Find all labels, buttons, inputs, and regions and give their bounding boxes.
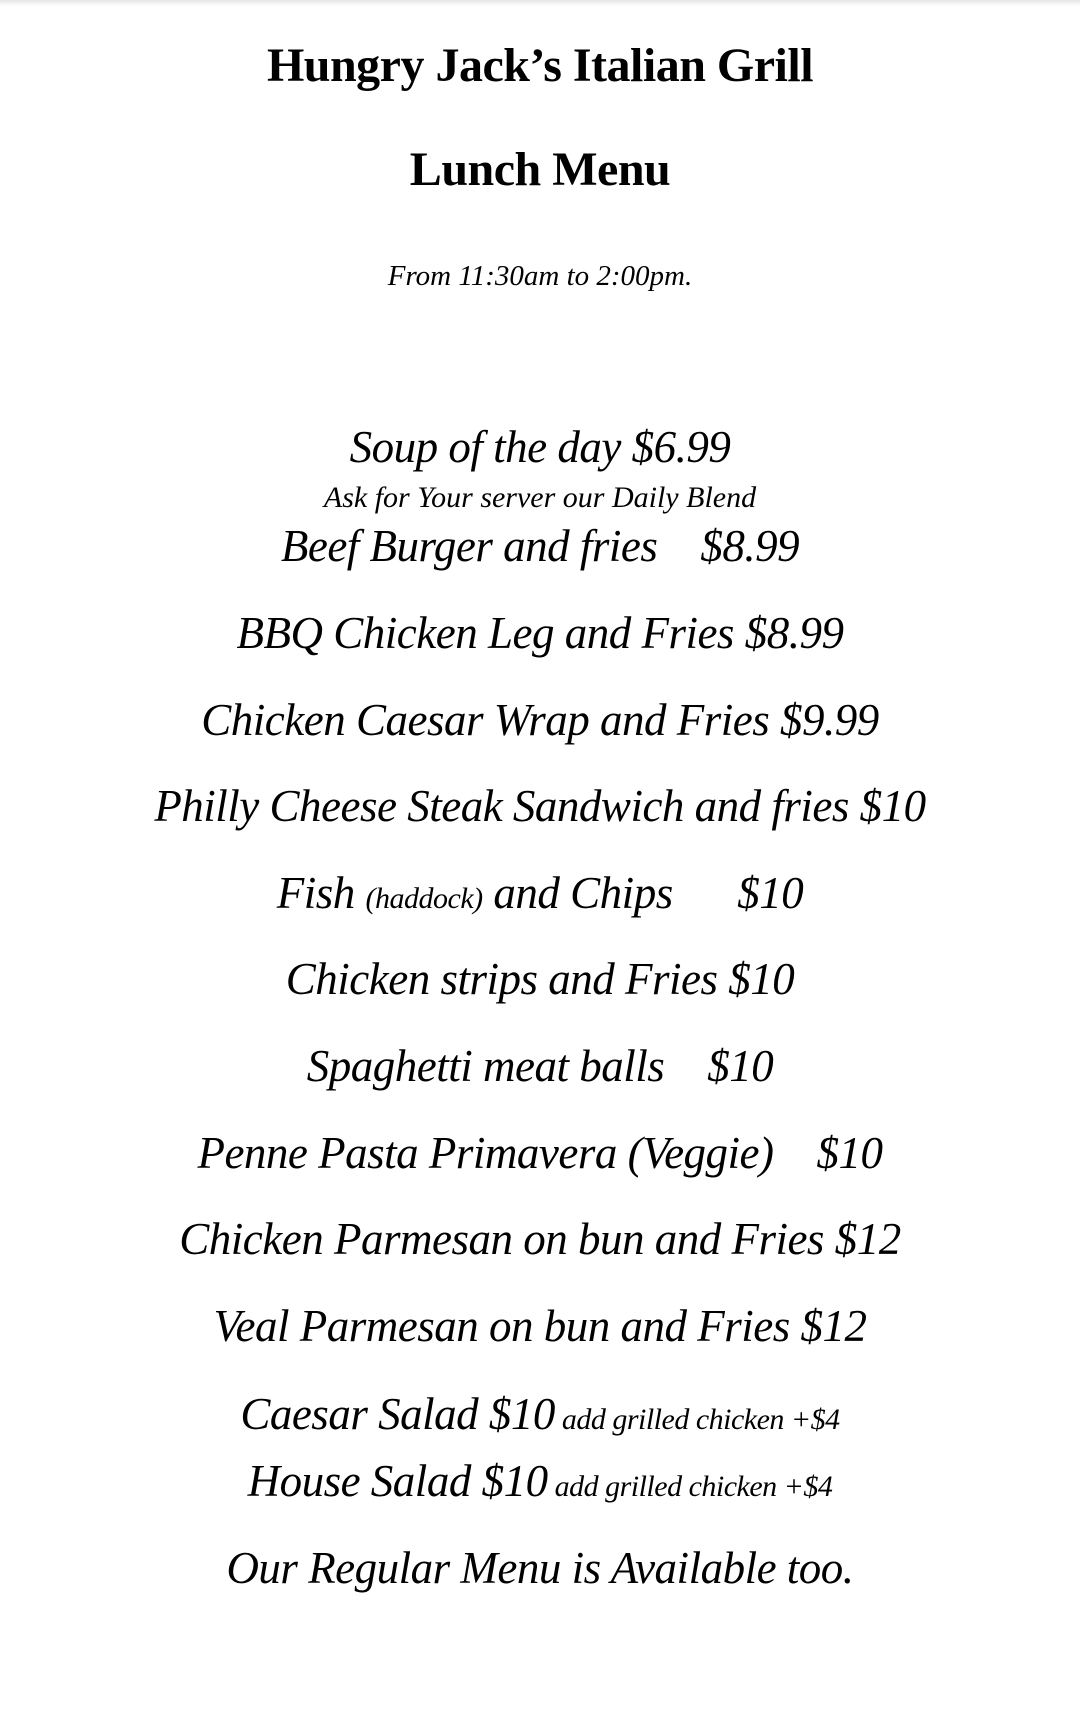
menu-item-caesar-salad [0, 1389, 1080, 1439]
menu-hours: From 11:30am to 2:00pm. [387, 260, 693, 292]
menu-title: Lunch Menu [409, 143, 671, 196]
menu-item-fish [0, 868, 1080, 918]
menu-item: Spaghetti meat balls $10 [306, 1041, 774, 1091]
soup-note: Ask for Your server our Daily Blend [323, 481, 757, 514]
salad-name: House Salad $10 [247, 1456, 548, 1506]
menu-item: BBQ Chicken Leg and Fries $8.99 [236, 608, 844, 658]
menu-item-soup: Soup of the day $6.99 [349, 422, 731, 472]
fish-type: (haddock) [365, 882, 483, 915]
menu-item: Chicken Parmesan on bun and Fries $12 [179, 1214, 901, 1264]
fish-rest: and Chips $10 [482, 868, 804, 918]
salad-addon: add grilled chicken +$4 [547, 1470, 833, 1503]
menu-item: Chicken strips and Fries $10 [285, 954, 795, 1004]
menu-item-house-salad [0, 1456, 1080, 1506]
menu-item: Veal Parmesan on bun and Fries $12 [213, 1301, 867, 1351]
salad-addon: add grilled chicken +$4 [554, 1403, 840, 1436]
menu-item: Chicken Caesar Wrap and Fries $9.99 [201, 695, 879, 745]
fish-name: Fish [276, 868, 366, 918]
menu-footer-note: Our Regular Menu is Available too. [226, 1543, 854, 1593]
menu-item: Philly Cheese Steak Sandwich and fries $10 [154, 781, 926, 831]
salad-name: Caesar Salad $10 [240, 1389, 555, 1439]
menu-item: Penne Pasta Primavera (Veggie) $10 [197, 1128, 883, 1178]
restaurant-name: Hungry Jack’s Italian Grill [266, 39, 814, 92]
menu-item: Beef Burger and fries $8.99 [280, 521, 800, 571]
